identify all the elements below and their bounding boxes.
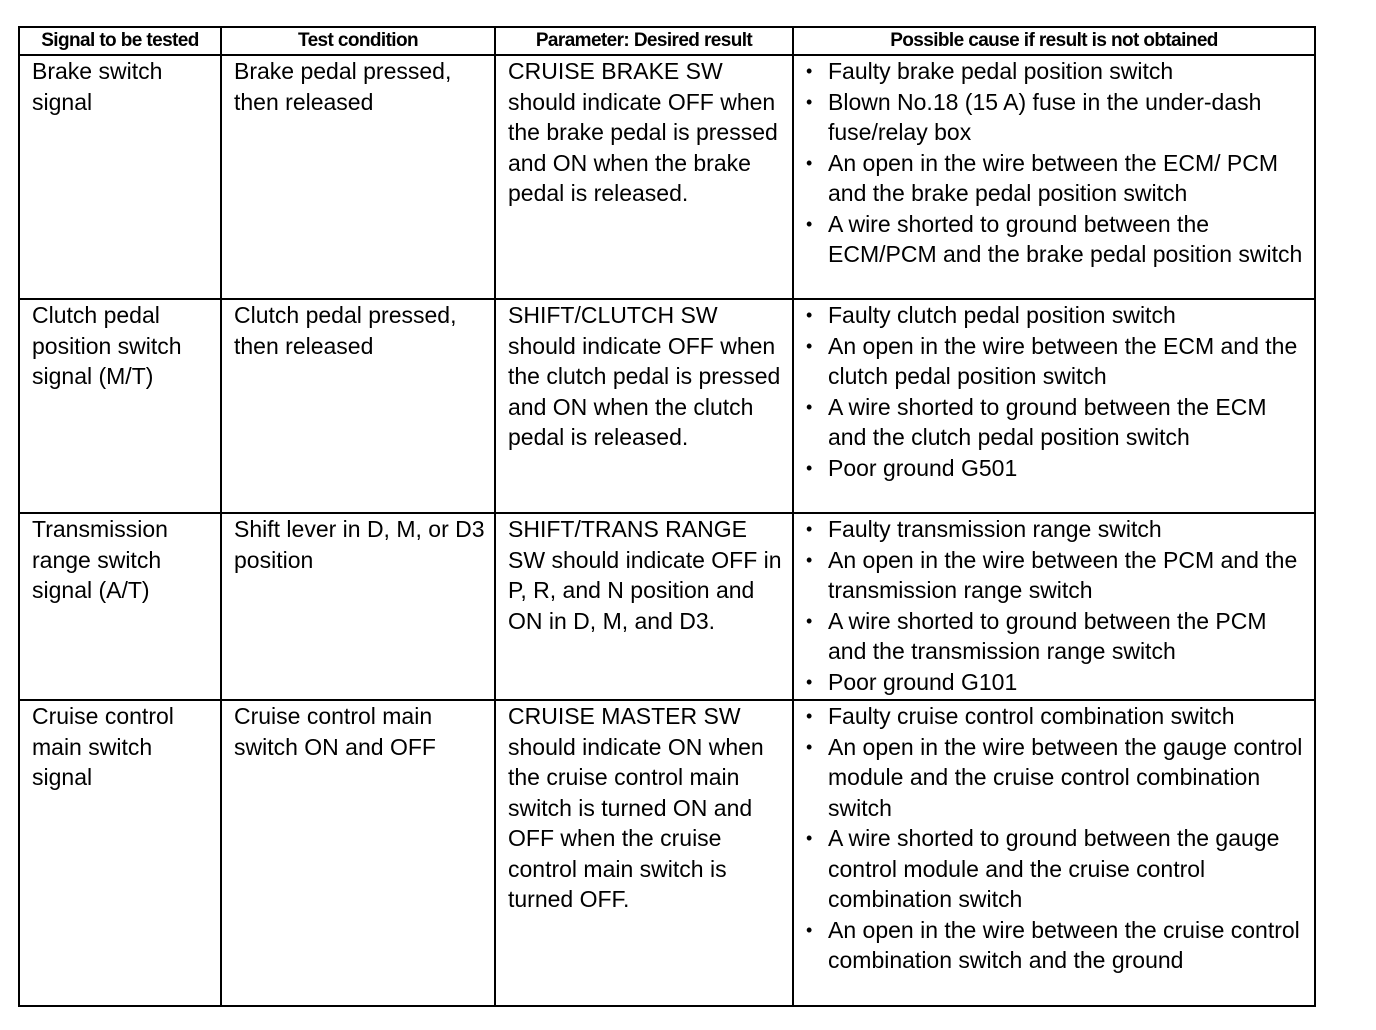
header-signal: Signal to be tested bbox=[19, 27, 221, 55]
condition-cell: Cruise control main switch ON and OFF bbox=[221, 700, 495, 1006]
table-row bbox=[19, 700, 1315, 1006]
cause-cell bbox=[793, 55, 1315, 299]
cause-item: • An open in the wire between the ECM and the clutch pedal position switch bbox=[806, 331, 1308, 392]
cause-cell bbox=[793, 700, 1315, 1006]
table-row bbox=[19, 55, 1315, 299]
cause-item: • Poor ground G101 bbox=[806, 667, 1308, 698]
parameter-cell: SHIFT/TRANS RANGE SW should indicate OFF in P, R, and N position and ON in D, M, and D3. bbox=[495, 513, 793, 700]
signal-cell: Cruise control main switch signal bbox=[19, 700, 221, 1006]
cause-list bbox=[806, 701, 1308, 976]
condition-cell: Brake pedal pressed, then released bbox=[221, 55, 495, 299]
cause-item: • An open in the wire between the PCM and the transmission range switch bbox=[806, 545, 1308, 606]
header-parameter: Parameter: Desired result bbox=[495, 27, 793, 55]
header-condition: Test condition bbox=[221, 27, 495, 55]
cause-item: • A wire shorted to ground between the ECM and the clutch pedal position switch bbox=[806, 392, 1308, 453]
cause-item: • Poor ground G501 bbox=[806, 453, 1308, 484]
parameter-cell: CRUISE MASTER SW should indicate ON when the cruise control main switch is turned ON and OFF when the cruise control main switch is turned OFF. bbox=[495, 700, 793, 1006]
header-cause: Possible cause if result is not obtained bbox=[793, 27, 1315, 55]
condition-cell: Clutch pedal pressed, then released bbox=[221, 299, 495, 513]
cause-item: • A wire shorted to ground between the PCM and the transmission range switch bbox=[806, 606, 1308, 667]
parameter-cell: SHIFT/CLUTCH SW should indicate OFF when the clutch pedal is pressed and ON when the clutch pedal is released. bbox=[495, 299, 793, 513]
cause-item: • Blown No.18 (15 A) fuse in the under-dash fuse/relay box bbox=[806, 87, 1308, 148]
table-row bbox=[19, 513, 1315, 700]
parameter-cell: CRUISE BRAKE SW should indicate OFF when the brake pedal is pressed and ON when the brake pedal is released. bbox=[495, 55, 793, 299]
cause-item: • An open in the wire between the cruise control combination switch and the ground bbox=[806, 915, 1308, 976]
cause-list bbox=[806, 514, 1308, 697]
cause-cell bbox=[793, 513, 1315, 700]
diagnostic-table bbox=[18, 26, 1316, 1007]
cause-item: • A wire shorted to ground between the gauge control module and the cruise control combination switch bbox=[806, 823, 1308, 915]
header-row bbox=[19, 27, 1315, 55]
cause-item: • An open in the wire between the gauge control module and the cruise control combination switch bbox=[806, 732, 1308, 824]
cause-list bbox=[806, 300, 1308, 483]
cause-item: • An open in the wire between the ECM/ PCM and the brake pedal position switch bbox=[806, 148, 1308, 209]
cause-item: • Faulty cruise control combination switch bbox=[806, 701, 1308, 732]
cause-item: • Faulty brake pedal position switch bbox=[806, 56, 1308, 87]
condition-cell: Shift lever in D, M, or D3 position bbox=[221, 513, 495, 700]
diagnostic-table-container bbox=[18, 26, 1314, 1007]
signal-cell: Transmission range switch signal (A/T) bbox=[19, 513, 221, 700]
cause-list bbox=[806, 56, 1308, 270]
cause-cell bbox=[793, 299, 1315, 513]
cause-item: • Faulty transmission range switch bbox=[806, 514, 1308, 545]
signal-cell: Clutch pedal position switch signal (M/T) bbox=[19, 299, 221, 513]
table-row bbox=[19, 299, 1315, 513]
signal-cell: Brake switch signal bbox=[19, 55, 221, 299]
cause-item: • A wire shorted to ground between the ECM/PCM and the brake pedal position switch bbox=[806, 209, 1308, 270]
cause-item: • Faulty clutch pedal position switch bbox=[806, 300, 1308, 331]
